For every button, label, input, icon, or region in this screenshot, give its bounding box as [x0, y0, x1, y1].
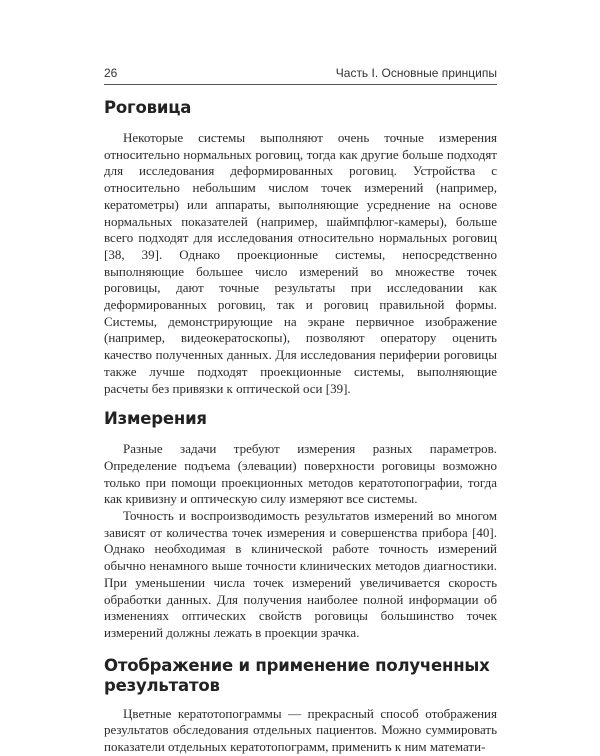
- page-number: 26: [104, 66, 118, 80]
- page-body: [104, 92, 497, 756]
- paragraph: Некоторые системы выполняют очень точные измерения относительно нормальных роговиц, тогда как другие больше подходят для исследования деформированных роговиц. Устройства с относительно небольшим числом точек измерений (например, кератометры) или аппараты, выполняющие усреднение на основе нормальных показателей (например, шаймпфлюг-камеры), больше всего подходят для исследования относительно нормальных роговиц [38, 39]. Однако проекционные системы, непосредственно выполняющие большее число измерений во множестве точек роговицы, дают точные результаты при исследовании как деформированных роговиц, так и роговиц правильной формы. Системы, демонстрирующие на экране первичное изображение (например, видеокератоскопы), позволяют оператору оценить качество полученных данных. Для исследования периферии роговицы также лучше подходят проекционные системы, выполняющие расчеты без привязки к оптической оси [39].: [104, 130, 497, 396]
- section-heading-measurements: Измерения: [104, 409, 207, 429]
- section-heading-cornea: Роговица: [104, 98, 192, 117]
- paragraph: Цветные кератотопограммы — прекрасный способ отображения результатов обследования отдельных пациентов. Можно суммировать показатели отдельных кератотопограмм, применить к ним математи-: [104, 705, 497, 755]
- running-title: Часть I. Основные принципы: [335, 66, 497, 80]
- paragraph: Разные задачи требуют измерения разных параметров. Определение подъема (элевации) поверхности роговицы возможно только при помощи проекционных методов кератотопографии, тогда как кривизну и оптическую силу измеряют все системы.: [104, 441, 497, 507]
- section-heading-display-results: Отображение и применение полученных результатов: [104, 655, 490, 695]
- paragraph: Точность и воспроизводимость результатов измерений во многом зависят от количества точек измерения и совершенства прибора [40]. Однако необходимая в клинической работе точность измерений обычно ненамного выше точности клинических методов диагностики. При уменьшении числа точек измерений увеличивается скорость обработки данных. Для получения наиболее полной информации об изменениях оптических свойств роговицы большинство точек измерений должны лежать в проекции зрачка.: [104, 508, 497, 640]
- header-divider: [104, 84, 497, 85]
